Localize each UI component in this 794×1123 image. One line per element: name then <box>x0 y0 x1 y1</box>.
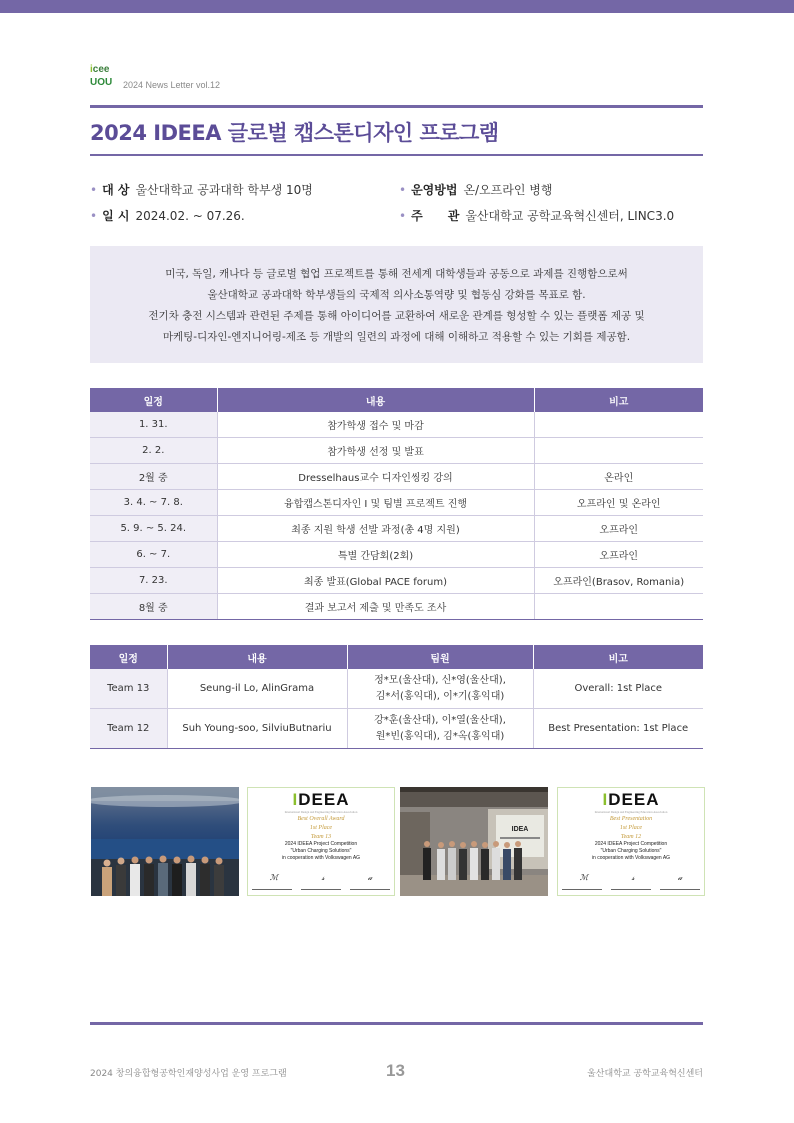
program-intro <box>90 246 703 363</box>
cert-partner: in cooperation with Volkswagen AG <box>281 855 361 861</box>
cell-result: Overall: 1st Place <box>533 669 703 709</box>
teams-table <box>90 645 703 749</box>
newsletter-label: 2024 News Letter vol.12 <box>123 80 221 90</box>
cert-place: 1st Place <box>309 825 333 831</box>
cell-note: 오프라인(Brasov, Romania) <box>534 568 703 594</box>
cell-date: 7. 23. <box>90 568 217 594</box>
page-title: 2024 IDEEA 글로벌 캡스톤디자인 프로그램 <box>90 121 499 145</box>
cell-mentors: Suh Young-soo, SilviuButnariu <box>167 709 347 749</box>
table-row <box>90 568 703 594</box>
cert-place: 1st Place <box>619 825 643 831</box>
table-row <box>90 709 703 749</box>
table-row <box>90 669 703 709</box>
cert-award: Best Overall Award <box>297 816 345 822</box>
cell-content: Dresselhaus교수 디자인씽킹 강의 <box>217 464 534 490</box>
cell-date: 3. 4. ~ 7. 8. <box>90 490 217 516</box>
cell-content: 최종 발표(Global PACE forum) <box>217 568 534 594</box>
footer-center-name: 울산대학교 공학교육혁신센터 <box>587 1069 703 1079</box>
intro-line: 미국, 독일, 캐나다 등 글로벌 협업 프로젝트를 통해 전세계 대학생들과 공동으로 과제를 진행함으로써 <box>165 268 628 280</box>
info-method: • 운영방법 온/오프라인 병행 <box>399 183 553 197</box>
cert-competition: 2024 IDEEA Project Competition <box>284 841 358 847</box>
table-row <box>90 490 703 516</box>
cert-team: Team 12 <box>620 834 642 840</box>
cell-result: Best Presentation: 1st Place <box>533 709 703 749</box>
iceeuou-logo: icee UOU <box>90 64 113 88</box>
info-host: • 주 관 울산대학교 공학교육혁신센터, LINC3.0 <box>399 209 675 223</box>
cert-team: Team 13 <box>310 834 332 840</box>
col-header: 팀원 <box>347 645 533 669</box>
certificate-overall: IDEEA International Design and Engineering Education Association Best Overall Award 1st Place Team 13 2024 IDEEA Project Competition "Urban Charging Solutions" in cooperation with Volkswagen AG ℳ 𝓈 𝒶 <box>247 787 395 896</box>
cert-topic: "Urban Charging Solutions" <box>600 848 662 854</box>
teams-header-row <box>90 645 703 669</box>
col-header: 일정 <box>90 645 167 669</box>
cell-team: Team 12 <box>90 709 167 749</box>
cell-content: 결과 보고서 제출 및 만족도 조사 <box>217 594 534 620</box>
cell-note <box>534 438 703 464</box>
table-row <box>90 438 703 464</box>
schedule-header-row <box>90 388 703 412</box>
col-header: 내용 <box>167 645 347 669</box>
cell-date: 6. ~ 7. <box>90 542 217 568</box>
cell-date: 5. 9. ~ 5. 24. <box>90 516 217 542</box>
info-target: • 대 상 울산대학교 공과대학 학부생 10명 <box>90 183 313 197</box>
cert-award: Best Presentation <box>609 816 653 822</box>
col-header: 내용 <box>217 388 534 412</box>
info-date: • 일 시 2024.02. ~ 07.26. <box>90 209 245 223</box>
cell-note: 오프라인 <box>534 516 703 542</box>
cell-date: 2월 중 <box>90 464 217 490</box>
schedule-table <box>90 388 703 620</box>
table-row <box>90 464 703 490</box>
cell-mentors: Seung-il Lo, AlinGrama <box>167 669 347 709</box>
intro-line: 마케팅-디자인-엔지니어링-제조 등 개발의 일련의 과정에 대해 이해하고 적용할 수 있는 기회를 제공함. <box>162 331 631 343</box>
cell-content: 참가학생 접수 및 마감 <box>217 412 534 438</box>
cell-date: 1. 31. <box>90 412 217 438</box>
cell-members: 정*모(울산대), 신*영(울산대), 김*서(홍익대), 이*기(홍익대) <box>347 669 533 709</box>
title-bottom-rule <box>90 154 703 156</box>
intro-line: 전기차 충전 시스템과 관련된 주제를 통해 아이디어를 교환하여 새로운 관계를 형성할 수 있는 플랫폼 제공 및 <box>148 310 645 322</box>
table-row <box>90 516 703 542</box>
group-photo-night <box>91 787 239 896</box>
cert-topic: "Urban Charging Solutions" <box>290 848 352 854</box>
col-header: 비고 <box>534 388 703 412</box>
top-bar <box>0 0 794 13</box>
certificate-presentation: IDEEA International Design and Engineering Education Association Best Presentation 1st Place Team 12 2024 IDEEA Project Competition "Urban Charging Solutions" in cooperation with Volkswagen AG ℳ 𝓈 𝒶 <box>557 787 705 896</box>
cell-content: 참가학생 선정 및 발표 <box>217 438 534 464</box>
cell-note: 오프라인 및 온라인 <box>534 490 703 516</box>
cert-partner: in cooperation with Volkswagen AG <box>591 855 671 861</box>
col-header: 비고 <box>533 645 703 669</box>
footer-rule <box>90 1022 703 1025</box>
col-header: 일정 <box>90 388 217 412</box>
table-row <box>90 594 703 620</box>
cell-note: 오프라인 <box>534 542 703 568</box>
table-row <box>90 542 703 568</box>
cell-content: 융합캡스톤디자인 I 및 팀별 프로젝트 진행 <box>217 490 534 516</box>
cell-content: 최종 지원 학생 선발 과정(총 4명 지원) <box>217 516 534 542</box>
cell-members: 강*훈(울산대), 이*열(울산대), 원*빈(홍익대), 김*옥(홍익대) <box>347 709 533 749</box>
table-row <box>90 412 703 438</box>
cell-note: 온라인 <box>534 464 703 490</box>
cell-date: 8월 중 <box>90 594 217 620</box>
cell-note <box>534 594 703 620</box>
title-top-rule <box>90 105 703 108</box>
cell-team: Team 13 <box>90 669 167 709</box>
page-number: 13 <box>386 1061 405 1080</box>
cell-content: 특별 간담회(2회) <box>217 542 534 568</box>
footer-program: 2024 창의융합형공학인재양성사업 운영 프로그램 <box>90 1069 287 1079</box>
group-photo-conference <box>400 787 548 896</box>
svg-text:IDEA: IDEA <box>511 826 529 833</box>
cell-date: 2. 2. <box>90 438 217 464</box>
cell-note <box>534 412 703 438</box>
intro-line: 울산대학교 공과대학 학부생들의 국제적 의사소통역량 및 협동심 강화를 목표로 함. <box>207 289 586 301</box>
cert-competition: 2024 IDEEA Project Competition <box>594 841 668 847</box>
